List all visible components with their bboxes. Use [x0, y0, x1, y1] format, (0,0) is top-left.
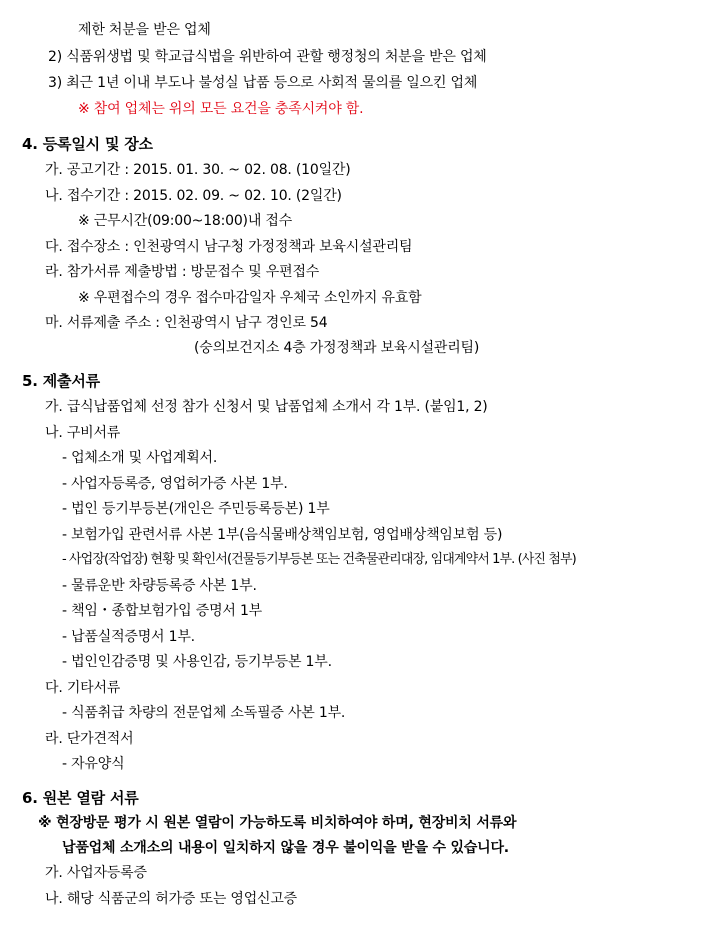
list-item: 나. 구비서류	[45, 425, 121, 441]
bold-note-line-2: 납품업체 소개소의 내용이 일치하지 않을 경우 불이익을 받을 수 있습니다.	[62, 840, 509, 856]
list-item: 마. 서류제출 주소 : 인천광역시 남구 경인로 54	[45, 315, 328, 331]
address-detail: (숭의보건지소 4층 가정정책과 보육시설관리팀)	[194, 340, 480, 356]
list-item: 라. 단가견적서	[45, 731, 134, 747]
sub-list-item: - 법인 등기부등본(개인은 주민등록등본) 1부	[62, 501, 330, 517]
sub-list-item: - 식품취급 차량의 전문업체 소독필증 사본 1부.	[62, 705, 346, 721]
requirement-note: ※ 참여 업체는 위의 모든 요건을 충족시켜야 함.	[78, 101, 364, 117]
sub-list-item: - 보험가입 관련서류 사본 1부(음식물배상책임보험, 영업배상책임보험 등)	[62, 527, 503, 543]
note-line: ※ 우편접수의 경우 접수마감일자 우체국 소인까지 유효함	[78, 290, 422, 306]
sub-list-item: - 물류운반 차량등록증 사본 1부.	[62, 578, 257, 594]
list-item-3: 3) 최근 1년 이내 부도나 불성실 납품 등으로 사회적 물의를 일으킨 업체	[48, 75, 478, 91]
sub-list-item: - 사업자등록증, 영업허가증 사본 1부.	[62, 476, 288, 492]
sub-list-item: - 업체소개 및 사업계획서.	[62, 450, 218, 466]
sub-list-item: - 자유양식	[62, 756, 125, 772]
section-heading-4: 4. 등록일시 및 장소	[22, 135, 153, 153]
list-item: 라. 참가서류 제출방법 : 방문접수 및 우편접수	[45, 264, 320, 280]
section-heading-5: 5. 제출서류	[22, 372, 100, 390]
list-item-2: 2) 식품위생법 및 학교급식법을 위반하여 관할 행정청의 처분을 받은 업체	[48, 49, 487, 65]
list-item: 가. 사업자등록증	[45, 865, 147, 881]
list-item: 가. 급식납품업체 선정 참가 신청서 및 납품업체 소개서 각 1부. (붙임1, 2)	[45, 399, 488, 415]
sub-list-item: - 납품실적증명서 1부.	[62, 629, 195, 645]
note-line: ※ 근무시간(09:00~18:00)내 접수	[78, 213, 293, 229]
sub-list-item: - 법인인감증명 및 사용인감, 등기부등본 1부.	[62, 654, 332, 670]
list-item: 나. 해당 식품군의 허가증 또는 영업신고증	[45, 891, 298, 907]
sub-list-item: - 사업장(작업장) 현황 및 확인서(건물등기부등본 또는 건축물관리대장, 임대계약서 1부. (사진 첨부)	[62, 552, 576, 567]
list-item: 가. 공고기간 : 2015. 01. 30. ~ 02. 08. (10일간)	[45, 162, 351, 178]
section-heading-6: 6. 원본 열람 서류	[22, 789, 139, 807]
continuation-line: 제한 처분을 받은 업체	[78, 22, 211, 38]
list-item: 다. 기타서류	[45, 680, 121, 696]
sub-list-item: - 책임・종합보험가입 증명서 1부	[62, 603, 262, 619]
bold-note-line-1: ※ 현장방문 평가 시 원본 열람이 가능하도록 비치하여야 하며, 현장비치 서류와	[38, 815, 517, 831]
list-item: 다. 접수장소 : 인천광역시 남구청 가정정책과 보육시설관리팀	[45, 239, 413, 255]
list-item: 나. 접수기간 : 2015. 02. 09. ~ 02. 10. (2일간)	[45, 188, 342, 204]
